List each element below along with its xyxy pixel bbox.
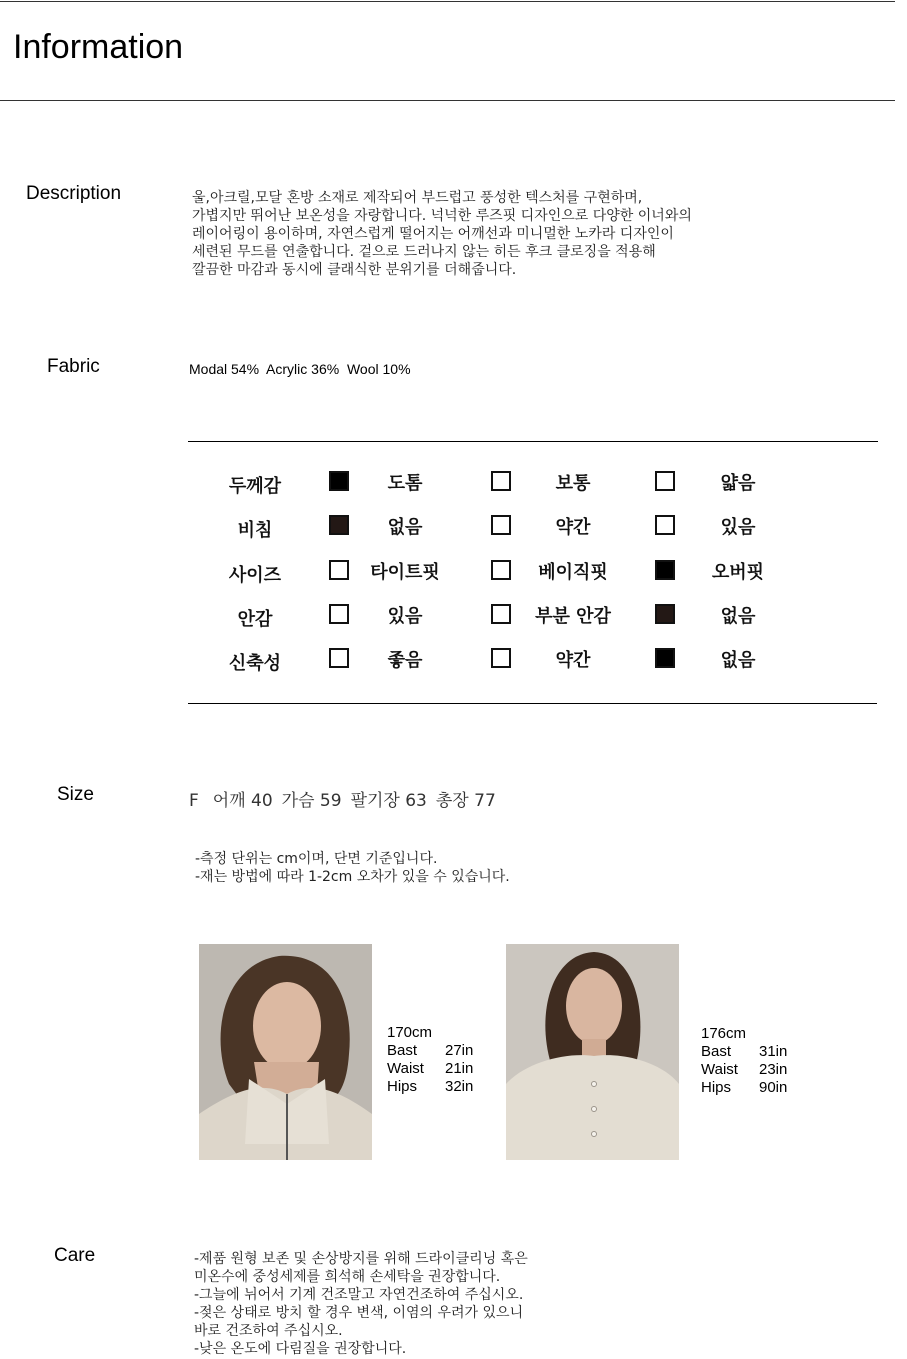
attribute-row — [188, 507, 878, 547]
attribute-name: 신축성 — [228, 653, 282, 674]
model-1-waist — [387, 1060, 497, 1078]
care-line: 미온수에 중성세제를 희석해 손세탁을 권장합니다. — [194, 1269, 501, 1285]
attribute-name: 안감 — [237, 609, 273, 630]
stat-value: 32in — [445, 1078, 474, 1095]
attribute-name: 비침 — [237, 520, 273, 541]
model-1-height: 170cm — [387, 1024, 433, 1041]
attribute-option-label: 없음 — [387, 517, 423, 538]
model-1-info — [387, 1024, 497, 1096]
attribute-row — [188, 463, 878, 503]
description-line: 깔끔한 마감과 동시에 클래식한 분위기를 더해줍니다. — [192, 262, 517, 278]
attribute-option-label: 있음 — [720, 517, 756, 538]
care-line: -낮은 온도에 다림질을 권장합니다. — [194, 1341, 407, 1357]
attribute-option-label: 있음 — [387, 606, 423, 627]
model-2-waist — [701, 1061, 811, 1079]
model-photo-2 — [506, 944, 679, 1160]
care-label: Care — [54, 1245, 96, 1266]
care-line: -제품 원형 보존 및 손상방지를 위해 드라이클리닝 혹은 — [194, 1251, 528, 1267]
attribute-name: 사이즈 — [228, 565, 282, 586]
attribute-name: 두께감 — [228, 476, 282, 497]
attribute-option-label: 베이직핏 — [538, 562, 608, 583]
attribute-option-label: 얇음 — [720, 473, 756, 494]
empty-checkbox — [491, 471, 511, 491]
attribute-row — [188, 596, 878, 636]
header-divider — [0, 100, 895, 101]
size-value: 가슴 59 — [281, 791, 342, 811]
attribute-option-label: 오버핏 — [711, 562, 765, 583]
size-value: 어깨 40 — [212, 791, 273, 811]
stat-value: 90in — [759, 1079, 788, 1096]
empty-checkbox — [491, 560, 511, 580]
fabric-composition: Modal 54% Acrylic 36% Wool 10% — [189, 361, 411, 377]
attribute-option-label: 도톰 — [387, 473, 423, 494]
checked-checkbox — [655, 648, 675, 668]
description-label: Description — [26, 183, 122, 204]
fabric-label: Fabric — [47, 356, 100, 377]
empty-checkbox — [655, 471, 675, 491]
care-line: 바로 건조하여 주십시오. — [194, 1323, 343, 1339]
description-text — [192, 189, 692, 279]
size-note: -재는 방법에 따라 1-2cm 오차가 있을 수 있습니다. — [195, 869, 510, 885]
empty-checkbox — [491, 515, 511, 535]
size-value: 팔기장 63 — [350, 791, 427, 811]
model-photo-1 — [199, 944, 372, 1160]
stat-value: 31in — [759, 1043, 788, 1060]
top-divider — [0, 1, 895, 2]
attribute-row — [188, 640, 878, 680]
attribute-row — [188, 552, 878, 592]
stat-label: Bast — [701, 1043, 732, 1060]
model-photo-1-image — [199, 944, 372, 1160]
attribute-option-label: 좋음 — [387, 650, 423, 671]
model-1-bust — [387, 1042, 497, 1060]
stat-label: Waist — [387, 1060, 424, 1077]
checked-checkbox — [655, 560, 675, 580]
size-value: F — [189, 791, 199, 811]
model-1-hips — [387, 1078, 497, 1096]
page-title: Information — [13, 28, 184, 66]
size-value: 총장 77 — [435, 791, 496, 811]
model-2-hips — [701, 1079, 811, 1097]
stat-label: Hips — [701, 1079, 732, 1096]
attribute-option-label: 약간 — [555, 650, 591, 671]
care-line: -그늘에 뉘어서 기계 건조말고 자연건조하여 주십시오. — [194, 1287, 524, 1303]
model-photo-2-image — [506, 944, 679, 1160]
stat-value: 23in — [759, 1061, 788, 1078]
description-line: 가볍지만 뛰어난 보온성을 자랑합니다. 넉넉한 루즈핏 디자인으로 다양한 이너와의 — [192, 208, 692, 224]
empty-checkbox — [491, 604, 511, 624]
size-label: Size — [57, 784, 94, 805]
model-2-height: 176cm — [701, 1025, 747, 1042]
empty-checkbox — [491, 648, 511, 668]
attribute-option-label: 약간 — [555, 517, 591, 538]
stat-value: 27in — [445, 1042, 474, 1059]
checked-checkbox — [655, 604, 675, 624]
attribute-option-label: 없음 — [720, 606, 756, 627]
description-line: 울,아크릴,모달 혼방 소재로 제작되어 부드럽고 풍성한 텍스처를 구현하며, — [192, 190, 643, 206]
model-2-bust — [701, 1043, 811, 1061]
stat-label: Waist — [701, 1061, 738, 1078]
care-line: -젖은 상태로 방치 할 경우 변색, 이염의 우려가 있으니 — [194, 1305, 524, 1321]
care-text — [194, 1250, 528, 1358]
attribute-option-label: 타이트핏 — [370, 562, 440, 583]
attribute-option-label: 부분 안감 — [535, 606, 611, 627]
attribute-option-label: 없음 — [720, 650, 756, 671]
size-note: -측정 단위는 cm이며, 단면 기준입니다. — [195, 851, 438, 867]
description-line: 레이어링이 용이하며, 자연스럽게 떨어지는 어깨선과 미니멀한 노카라 디자인이 — [192, 226, 674, 242]
size-notes — [195, 850, 510, 886]
attributes-top-divider — [188, 441, 878, 442]
stat-label: Hips — [387, 1078, 418, 1095]
attribute-option-label: 보통 — [555, 473, 591, 494]
stat-value: 21in — [445, 1060, 474, 1077]
empty-checkbox — [655, 515, 675, 535]
attributes-bottom-divider — [188, 703, 877, 704]
stat-label: Bast — [387, 1042, 418, 1059]
description-line: 세련된 무드를 연출합니다. 겉으로 드러나지 않는 히든 후크 클로징을 적용해 — [192, 244, 656, 260]
size-measurements — [189, 786, 505, 811]
model-2-info — [701, 1025, 811, 1097]
